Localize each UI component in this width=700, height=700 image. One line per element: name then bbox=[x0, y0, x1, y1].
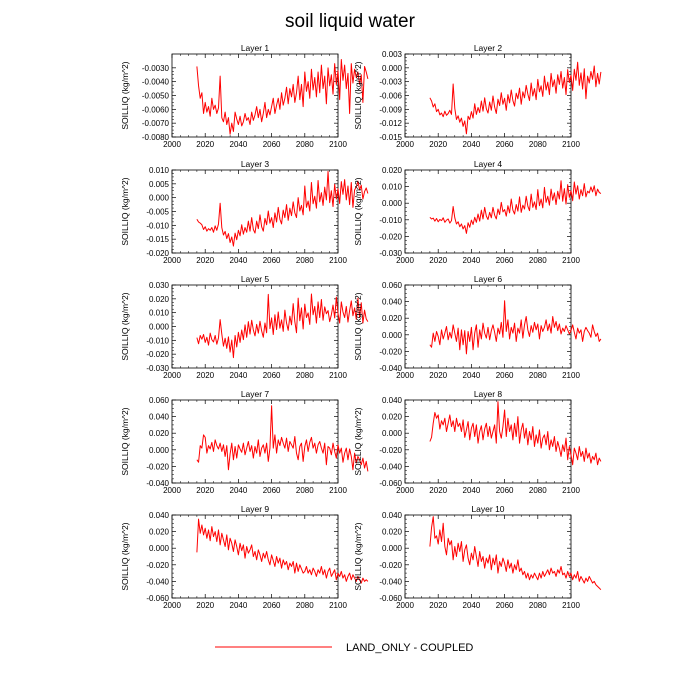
x-tick-label: 2080 bbox=[528, 256, 547, 265]
panel-layer-8 bbox=[353, 389, 601, 495]
x-tick-label: 2040 bbox=[229, 256, 248, 265]
y-axis-label: SOILLIQ (kg/m^2) bbox=[120, 292, 130, 361]
x-tick-label: 2100 bbox=[562, 140, 580, 149]
x-tick-label: 2060 bbox=[495, 256, 514, 265]
panel-layer-5 bbox=[120, 274, 368, 380]
y-tick-label: -0.020 bbox=[379, 445, 402, 455]
y-tick-label: -0.020 bbox=[379, 560, 402, 570]
y-tick-label: 0.020 bbox=[148, 527, 169, 537]
x-tick-label: 2040 bbox=[462, 601, 481, 610]
plot-frame bbox=[405, 170, 571, 253]
x-tick-label: 2080 bbox=[528, 486, 547, 495]
y-tick-label: 0.010 bbox=[148, 166, 169, 175]
panels-container bbox=[120, 43, 601, 610]
y-tick-label: -0.0080 bbox=[141, 133, 169, 142]
x-tick-label: 2100 bbox=[329, 140, 347, 149]
y-tick-label: 0.020 bbox=[381, 314, 402, 324]
y-tick-label: 0.040 bbox=[381, 511, 402, 520]
x-tick-label: 2060 bbox=[262, 486, 281, 495]
y-tick-label: 0.060 bbox=[148, 396, 169, 405]
x-tick-label: 2020 bbox=[429, 140, 448, 149]
y-tick-label: -0.020 bbox=[379, 232, 402, 242]
x-tick-label: 2040 bbox=[229, 601, 248, 610]
y-tick-label: 0.005 bbox=[148, 179, 169, 189]
series-line-layer-6 bbox=[430, 301, 601, 354]
x-tick-label: 2040 bbox=[462, 486, 481, 495]
y-tick-label: -0.0030 bbox=[141, 63, 169, 73]
y-tick-label: -0.010 bbox=[379, 215, 402, 225]
y-tick-label: 0.020 bbox=[381, 527, 402, 537]
x-tick-label: 2060 bbox=[262, 601, 281, 610]
y-tick-label: -0.040 bbox=[146, 479, 169, 488]
panel-title: Layer 7 bbox=[240, 389, 270, 399]
x-tick-label: 2080 bbox=[295, 371, 314, 380]
x-tick-label: 2080 bbox=[528, 601, 547, 610]
x-tick-label: 2000 bbox=[396, 371, 414, 380]
y-tick-label: -0.020 bbox=[146, 560, 169, 570]
x-tick-label: 2060 bbox=[495, 371, 514, 380]
y-axis-label: SOILLIQ (kg/m^2) bbox=[120, 61, 130, 130]
y-tick-label: 0.040 bbox=[148, 511, 169, 520]
y-tick-label: -0.003 bbox=[379, 77, 402, 87]
panel-title: Layer 8 bbox=[473, 389, 503, 399]
x-tick-label: 2060 bbox=[262, 140, 281, 149]
y-axis-label: SOILLIQ (kg/m^2) bbox=[353, 522, 363, 591]
panel-layer-6 bbox=[353, 274, 601, 380]
x-tick-label: 2020 bbox=[196, 601, 215, 610]
y-tick-label: -0.0070 bbox=[141, 119, 169, 129]
x-tick-label: 2000 bbox=[163, 140, 181, 149]
y-tick-label: -0.020 bbox=[146, 350, 169, 360]
y-tick-label: -0.020 bbox=[379, 347, 402, 357]
x-tick-label: 2080 bbox=[295, 256, 314, 265]
panel-title: Layer 9 bbox=[240, 504, 270, 514]
y-tick-label: -0.0050 bbox=[141, 91, 169, 101]
plot-frame bbox=[405, 54, 571, 137]
x-tick-label: 2000 bbox=[163, 371, 181, 380]
y-tick-label: 0.000 bbox=[148, 544, 169, 554]
plot-frame bbox=[172, 170, 338, 253]
x-tick-label: 2080 bbox=[528, 371, 547, 380]
panel-title: Layer 10 bbox=[471, 504, 505, 514]
y-tick-label: -0.060 bbox=[379, 594, 402, 603]
plot-frame bbox=[405, 285, 571, 368]
x-tick-label: 2020 bbox=[429, 256, 448, 265]
y-tick-label: -0.020 bbox=[146, 249, 169, 258]
series-line-layer-2 bbox=[430, 62, 601, 133]
x-tick-label: 2020 bbox=[196, 256, 215, 265]
series-line-layer-3 bbox=[197, 171, 368, 246]
x-tick-label: 2040 bbox=[229, 371, 248, 380]
y-tick-label: 0.020 bbox=[148, 294, 169, 304]
panel-title: Layer 5 bbox=[240, 274, 270, 284]
y-axis-label: SOILLIQ (kg/m^2) bbox=[353, 292, 363, 361]
x-tick-label: 2000 bbox=[163, 601, 181, 610]
y-tick-label: -0.012 bbox=[379, 119, 402, 129]
y-tick-label: -0.030 bbox=[379, 249, 402, 258]
y-tick-label: 0.060 bbox=[381, 281, 402, 290]
y-tick-label: -0.060 bbox=[379, 479, 402, 488]
y-axis-label: SOILLIQ (kg/m^2) bbox=[120, 407, 130, 476]
y-tick-label: 0.000 bbox=[381, 199, 402, 209]
panel-title: Layer 4 bbox=[473, 159, 503, 169]
y-tick-label: 0.040 bbox=[381, 396, 402, 405]
series-line-layer-10 bbox=[430, 517, 601, 590]
x-tick-label: 2040 bbox=[462, 256, 481, 265]
panel-title: Layer 3 bbox=[240, 159, 270, 169]
x-tick-label: 2100 bbox=[329, 601, 347, 610]
plot-frame bbox=[405, 515, 571, 598]
x-tick-label: 2000 bbox=[396, 256, 414, 265]
y-tick-label: -0.0040 bbox=[141, 77, 169, 87]
y-tick-label: 0.020 bbox=[381, 412, 402, 422]
y-axis-label: SOILLIQ (kg/m^2) bbox=[120, 177, 130, 246]
series-line-layer-4 bbox=[430, 181, 601, 234]
x-tick-label: 2060 bbox=[262, 371, 281, 380]
panel-title: Layer 6 bbox=[473, 274, 503, 284]
y-tick-label: -0.040 bbox=[379, 462, 402, 472]
y-tick-label: 0.003 bbox=[381, 50, 402, 59]
x-tick-label: 2020 bbox=[429, 371, 448, 380]
y-tick-label: -0.009 bbox=[379, 105, 402, 115]
y-tick-label: -0.060 bbox=[146, 594, 169, 603]
x-tick-label: 2100 bbox=[562, 256, 580, 265]
x-tick-label: 2000 bbox=[396, 601, 414, 610]
y-tick-label: 0.020 bbox=[381, 166, 402, 175]
x-tick-label: 2020 bbox=[429, 486, 448, 495]
x-tick-label: 2040 bbox=[462, 140, 481, 149]
x-tick-label: 2100 bbox=[562, 371, 580, 380]
y-tick-label: 0.000 bbox=[148, 193, 169, 203]
x-tick-label: 2060 bbox=[495, 140, 514, 149]
legend-label: LAND_ONLY - COUPLED bbox=[346, 642, 474, 654]
y-axis-label: SOILLIQ (kg/m^2) bbox=[120, 522, 130, 591]
y-tick-label: -0.006 bbox=[379, 91, 402, 101]
y-tick-label: 0.000 bbox=[148, 322, 169, 332]
y-axis-label: SOILLIQ (kg/m^2) bbox=[353, 407, 363, 476]
x-tick-label: 2100 bbox=[329, 486, 347, 495]
panel-layer-2 bbox=[353, 43, 601, 149]
series-line-layer-1 bbox=[197, 60, 368, 135]
y-tick-label: -0.040 bbox=[379, 577, 402, 587]
panel-title: Layer 1 bbox=[240, 43, 270, 53]
y-tick-label: 0.010 bbox=[148, 308, 169, 318]
plot-frame bbox=[172, 515, 338, 598]
panel-layer-7 bbox=[120, 389, 368, 495]
x-tick-label: 2100 bbox=[329, 256, 347, 265]
y-tick-label: 0.030 bbox=[148, 281, 169, 290]
y-tick-label: -0.010 bbox=[146, 221, 169, 231]
x-tick-label: 2060 bbox=[495, 486, 514, 495]
y-tick-label: 0.000 bbox=[381, 63, 402, 73]
y-tick-label: -0.040 bbox=[379, 364, 402, 373]
x-tick-label: 2080 bbox=[295, 601, 314, 610]
x-tick-label: 2060 bbox=[262, 256, 281, 265]
x-tick-label: 2100 bbox=[562, 601, 580, 610]
y-tick-label: 0.010 bbox=[381, 182, 402, 192]
x-tick-label: 2000 bbox=[163, 256, 181, 265]
panel-layer-10 bbox=[353, 504, 601, 610]
y-axis-label: SOILLIQ (kg/m^2) bbox=[353, 177, 363, 246]
series-line-layer-9 bbox=[197, 519, 368, 583]
y-tick-label: 0.000 bbox=[381, 544, 402, 554]
y-tick-label: -0.030 bbox=[146, 364, 169, 373]
y-tick-label: 0.020 bbox=[148, 429, 169, 439]
y-tick-label: -0.005 bbox=[146, 207, 169, 217]
x-tick-label: 2040 bbox=[462, 371, 481, 380]
x-tick-label: 2080 bbox=[295, 140, 314, 149]
x-tick-label: 2100 bbox=[329, 371, 347, 380]
y-tick-label: -0.015 bbox=[379, 133, 402, 142]
figure-title: soil liquid water bbox=[285, 11, 415, 32]
y-tick-label: 0.040 bbox=[148, 412, 169, 422]
x-tick-label: 2020 bbox=[196, 371, 215, 380]
panel-title: Layer 2 bbox=[473, 43, 503, 53]
y-tick-label: 0.000 bbox=[148, 445, 169, 455]
panel-layer-9 bbox=[120, 504, 368, 610]
series-line-layer-7 bbox=[197, 406, 368, 472]
series-line-layer-8 bbox=[430, 402, 601, 465]
y-tick-label: -0.0060 bbox=[141, 105, 169, 115]
series-line-layer-5 bbox=[197, 292, 368, 361]
panel-layer-4 bbox=[353, 159, 601, 265]
y-tick-label: 0.040 bbox=[381, 297, 402, 307]
y-tick-label: 0.000 bbox=[381, 330, 402, 340]
x-tick-label: 2000 bbox=[396, 140, 414, 149]
x-tick-label: 2100 bbox=[562, 486, 580, 495]
y-tick-label: 0.000 bbox=[381, 429, 402, 439]
y-tick-label: -0.010 bbox=[146, 336, 169, 346]
panel-layer-3 bbox=[120, 159, 368, 265]
x-tick-label: 2080 bbox=[528, 140, 547, 149]
y-tick-label: -0.015 bbox=[146, 235, 169, 245]
x-tick-label: 2000 bbox=[396, 486, 414, 495]
x-tick-label: 2000 bbox=[163, 486, 181, 495]
x-tick-label: 2040 bbox=[229, 140, 248, 149]
x-tick-label: 2020 bbox=[196, 140, 215, 149]
x-tick-label: 2080 bbox=[295, 486, 314, 495]
plot-frame bbox=[172, 400, 338, 483]
x-tick-label: 2040 bbox=[229, 486, 248, 495]
y-tick-label: -0.040 bbox=[146, 577, 169, 587]
panel-layer-1 bbox=[120, 43, 368, 149]
y-tick-label: -0.020 bbox=[146, 462, 169, 472]
x-tick-label: 2020 bbox=[196, 486, 215, 495]
x-tick-label: 2060 bbox=[495, 601, 514, 610]
plot-frame bbox=[172, 285, 338, 368]
x-tick-label: 2020 bbox=[429, 601, 448, 610]
y-axis-label: SOILLIQ (kg/m^2) bbox=[353, 61, 363, 130]
